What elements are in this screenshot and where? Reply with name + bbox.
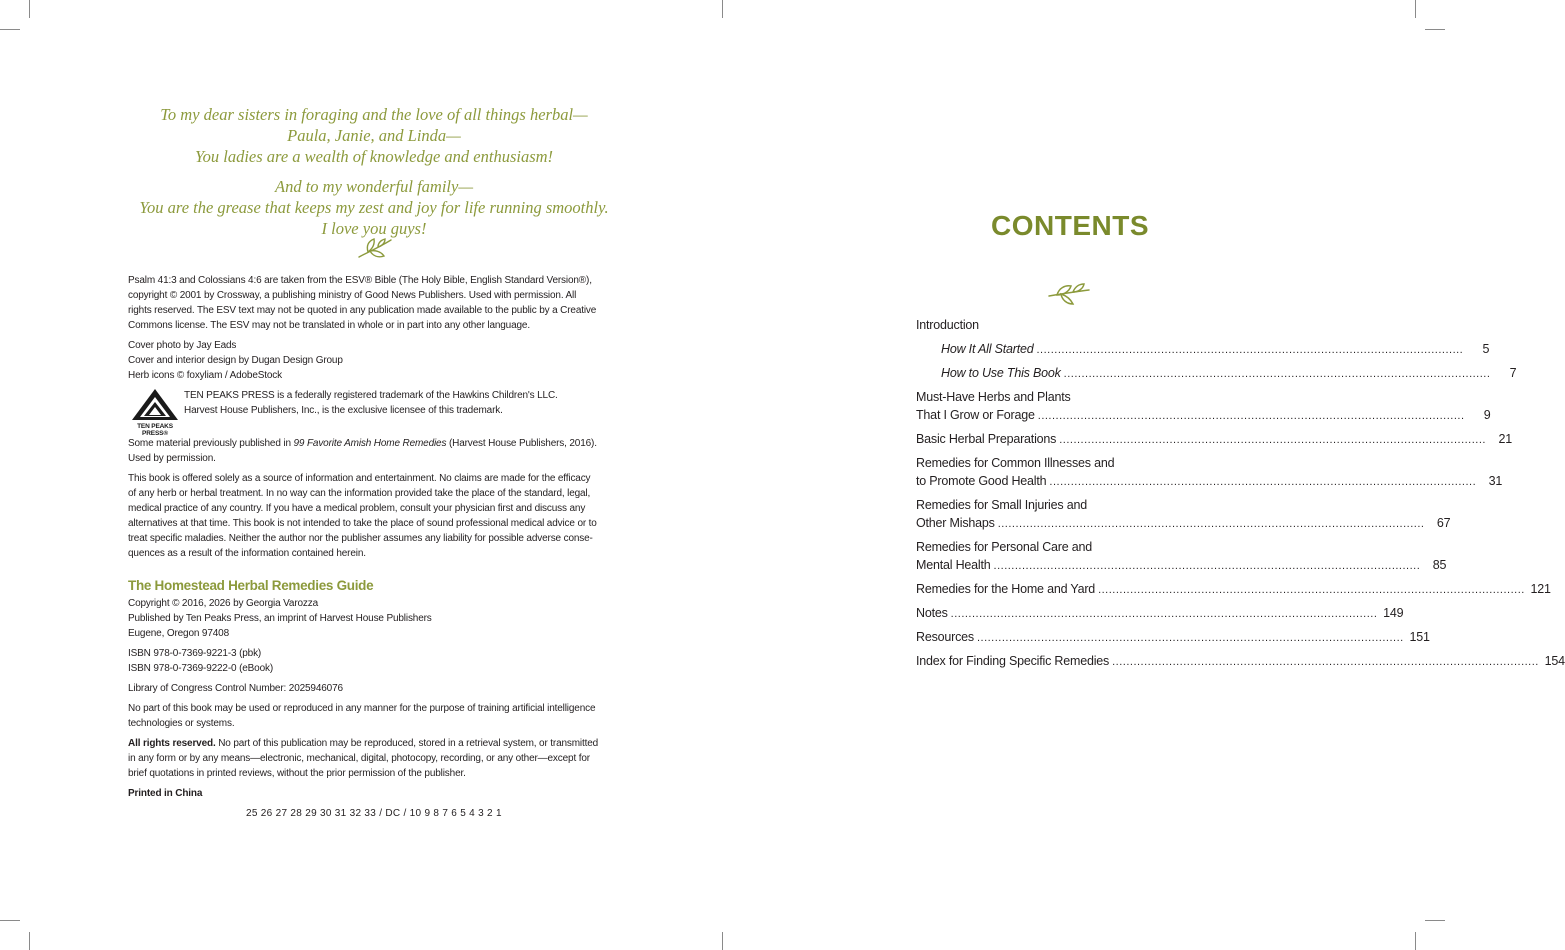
crop-mark bbox=[29, 932, 30, 950]
toc-leader: ........................................................................................................................ bbox=[1112, 656, 1539, 668]
toc-row bbox=[916, 340, 1490, 358]
toc-row bbox=[916, 454, 1220, 472]
text-line: quences as a result of the information contained herein. bbox=[128, 548, 366, 559]
dedication-line: To my dear sisters in foraging and the love of all things herbal— bbox=[160, 105, 588, 124]
toc-label: Index for Finding Specific Remedies bbox=[916, 654, 1110, 668]
toc-page-number: 21 bbox=[1498, 432, 1512, 446]
crop-mark bbox=[722, 932, 723, 950]
book-reference: 99 Favorite Amish Home Remedies bbox=[293, 438, 447, 449]
toc-row bbox=[916, 406, 1491, 424]
lccn: Library of Congress Control Number: 2025946076 bbox=[128, 683, 343, 694]
toc-label: to Promote Good Health bbox=[916, 474, 1047, 488]
toc-label: Other Mishaps bbox=[916, 516, 995, 530]
crop-mark bbox=[722, 0, 723, 18]
toc-row bbox=[916, 496, 1220, 514]
dedication bbox=[128, 104, 620, 239]
toc-entry bbox=[916, 316, 1220, 334]
dedication-line: Paula, Janie, and Linda— bbox=[287, 126, 461, 145]
text-line: Used by permission. bbox=[128, 453, 216, 464]
svg-text:TEN PEAKS: TEN PEAKS bbox=[137, 423, 173, 430]
book-title: The Homestead Herbal Remedies Guide bbox=[128, 578, 374, 593]
toc-subentry bbox=[916, 364, 1517, 382]
publication-info bbox=[128, 596, 623, 641]
text-line: treat specific maladies. Neither the author nor the publisher assumes any liability for possible adverse conse- bbox=[128, 533, 593, 544]
toc-row bbox=[916, 316, 1220, 334]
toc-label: How to Use This Book bbox=[941, 366, 1061, 380]
toc-row bbox=[916, 472, 1503, 490]
toc-page-number: 85 bbox=[1432, 558, 1447, 572]
toc-page-number: 151 bbox=[1409, 630, 1430, 644]
toc-label: Remedies for the Home and Yard bbox=[916, 582, 1096, 596]
text-line: alternatives at that time. This book is not intended to take the place of sound professional medical advice or to bbox=[128, 518, 597, 529]
toc-label: That I Grow or Forage bbox=[916, 408, 1035, 422]
toc-leader: ........................................................................................................................ bbox=[1098, 584, 1525, 596]
dedication-line: You ladies are a wealth of knowledge and enthusiasm! bbox=[194, 147, 554, 166]
toc-leader: ........................................................................................................................ bbox=[997, 518, 1425, 530]
table-of-contents bbox=[916, 316, 1565, 676]
credits bbox=[128, 338, 623, 383]
svg-text:PRESS®: PRESS® bbox=[142, 430, 168, 437]
toc-entry bbox=[916, 538, 1447, 574]
crop-mark bbox=[1425, 920, 1445, 921]
herb-sprig-icon bbox=[356, 237, 394, 261]
text-line: brief quotations in printed reviews, without the prior permission of the publisher. bbox=[128, 768, 466, 779]
text-line: Eugene, Oregon 97408 bbox=[128, 628, 229, 639]
toc-page-number: 31 bbox=[1488, 474, 1503, 488]
toc-row bbox=[916, 430, 1512, 448]
toc-page-number: 5 bbox=[1482, 342, 1490, 356]
text-line: Cover photo by Jay Eads bbox=[128, 340, 237, 351]
contents-title: CONTENTS bbox=[991, 210, 1149, 241]
toc-leader: ........................................................................................................................ bbox=[1059, 434, 1486, 446]
toc-row bbox=[916, 580, 1551, 598]
rights-heading: All rights reserved. bbox=[128, 738, 216, 749]
crop-mark bbox=[1415, 0, 1416, 18]
publisher-block bbox=[128, 388, 623, 436]
text-line: in any form or by any means—electronic, mechanical, digital, photocopy, recording, or any other—except for bbox=[128, 753, 590, 764]
toc-row bbox=[916, 556, 1447, 574]
crop-mark bbox=[0, 920, 20, 921]
text-line: Commons license. The ESV may not be translated in whole or in part into any other language. bbox=[128, 320, 530, 331]
crop-mark bbox=[29, 0, 30, 18]
printed-in: Printed in China bbox=[128, 788, 203, 799]
toc-page-number: 9 bbox=[1483, 408, 1491, 422]
toc-row bbox=[916, 388, 1220, 406]
herb-sprig-icon bbox=[1047, 280, 1091, 306]
trademark-notice bbox=[184, 388, 623, 418]
ai-notice bbox=[128, 701, 623, 731]
text-line: of any herb or herbal treatment. In no way can the information provided take the place of the standard, legal, bbox=[128, 488, 591, 499]
toc-leader: ........................................................................................................................ bbox=[1049, 476, 1477, 488]
toc-label: Basic Herbal Preparations bbox=[916, 432, 1057, 446]
isbn: ISBN 978-0-7369-9221-3 (pbk) bbox=[128, 648, 262, 659]
toc-page-number: 149 bbox=[1383, 606, 1404, 620]
toc-entry bbox=[916, 628, 1430, 646]
toc-row bbox=[916, 538, 1220, 556]
crop-mark bbox=[1415, 932, 1416, 950]
toc-entry bbox=[916, 454, 1503, 490]
toc-row bbox=[916, 604, 1404, 622]
dedication-line: And to my wonderful family— bbox=[275, 177, 473, 196]
crop-mark bbox=[0, 29, 20, 30]
toc-label: Notes bbox=[916, 606, 948, 620]
toc-leader: ........................................................................................................................ bbox=[950, 608, 1378, 620]
toc-leader: ........................................................................................................................ bbox=[976, 632, 1404, 644]
toc-row bbox=[916, 514, 1451, 532]
scripture-notice bbox=[128, 273, 623, 333]
rights-notice bbox=[128, 736, 623, 781]
toc-entry bbox=[916, 580, 1551, 598]
text-line: Some material previously published in bbox=[128, 438, 294, 449]
toc-label: Remedies for Small Injuries and bbox=[916, 498, 1087, 512]
text-line: Cover and interior design by Dugan Design Group bbox=[128, 355, 343, 366]
toc-row bbox=[916, 628, 1430, 646]
disclaimer bbox=[128, 471, 623, 561]
text-line: copyright © 2001 by Crossway, a publishing ministry of Good News Publishers. Used with permission. All bbox=[128, 290, 577, 301]
toc-page-number: 67 bbox=[1436, 516, 1451, 530]
toc-entry bbox=[916, 604, 1404, 622]
toc-leader: ........................................................................................................................ bbox=[1063, 368, 1491, 380]
toc-leader: ........................................................................................................................ bbox=[1037, 410, 1465, 422]
dedication-line: You are the grease that keeps my zest and joy for life running smoothly. bbox=[139, 198, 609, 217]
toc-label: Resources bbox=[916, 630, 974, 644]
isbn-list bbox=[128, 646, 623, 676]
toc-page-number: 154 bbox=[1544, 654, 1565, 668]
dedication-line: I love you guys! bbox=[321, 219, 427, 238]
toc-row bbox=[916, 652, 1565, 670]
text-line: No part of this publication may be reproduced, stored in a retrieval system, or transmitted bbox=[215, 738, 599, 749]
toc-entry bbox=[916, 388, 1491, 424]
text-line: Copyright © 2016, 2026 by Georgia Varozza bbox=[128, 598, 319, 609]
text-line: Harvest House Publishers, Inc., is the exclusive licensee of this trademark. bbox=[184, 405, 503, 416]
toc-leader: ........................................................................................................................ bbox=[993, 560, 1421, 572]
toc-label: Introduction bbox=[916, 318, 979, 332]
text-line: Published by Ten Peaks Press, an imprint of Harvest House Publishers bbox=[128, 613, 432, 624]
prior-material-notice bbox=[128, 436, 623, 466]
isbn: ISBN 978-0-7369-9222-0 (eBook) bbox=[128, 663, 274, 674]
toc-label: How It All Started bbox=[941, 342, 1034, 356]
text-line: technologies or systems. bbox=[128, 718, 235, 729]
text-line: rights reserved. The ESV text may not be quoted in any publication made available to the public by a Creative bbox=[128, 305, 597, 316]
toc-subentry bbox=[916, 340, 1490, 358]
text-line: This book is offered solely as a source of information and entertainment. No claims are made for the efficacy bbox=[128, 473, 591, 484]
toc-label: Mental Health bbox=[916, 558, 991, 572]
toc-leader: ........................................................................................................................ bbox=[1036, 344, 1464, 356]
toc-entry bbox=[916, 652, 1565, 670]
toc-label: Remedies for Common Illnesses and bbox=[916, 456, 1115, 470]
toc-label: Remedies for Personal Care and bbox=[916, 540, 1093, 554]
toc-label: Must-Have Herbs and Plants bbox=[916, 390, 1071, 404]
copyright-page bbox=[128, 273, 623, 826]
toc-page-number: 121 bbox=[1530, 582, 1551, 596]
text-line: TEN PEAKS PRESS is a federally registered trademark of the Hawkins Children's LLC. bbox=[184, 390, 558, 401]
text-line: (Harvest House Publishers, 2016). bbox=[446, 438, 597, 449]
ten-peaks-press-logo bbox=[128, 388, 182, 436]
text-line: medical practice of any country. If you have a medical problem, consult your physician first and discuss any bbox=[128, 503, 586, 514]
toc-page-number: 7 bbox=[1509, 366, 1517, 380]
text-line: Herb icons © foxyliam / AdobeStock bbox=[128, 370, 283, 381]
crop-mark bbox=[1425, 29, 1445, 30]
toc-entry bbox=[916, 430, 1512, 448]
print-line: 25 26 27 28 29 30 31 32 33 / DC / 10 9 8 7 6 5 4 3 2 1 bbox=[246, 808, 502, 819]
text-line: No part of this book may be used or reproduced in any manner for the purpose of training artificial intelligence bbox=[128, 703, 596, 714]
text-line: Psalm 41:3 and Colossians 4:6 are taken from the ESV® Bible (The Holy Bible, English Standard Version®), bbox=[128, 275, 592, 286]
toc-entry bbox=[916, 496, 1451, 532]
toc-row bbox=[916, 364, 1517, 382]
